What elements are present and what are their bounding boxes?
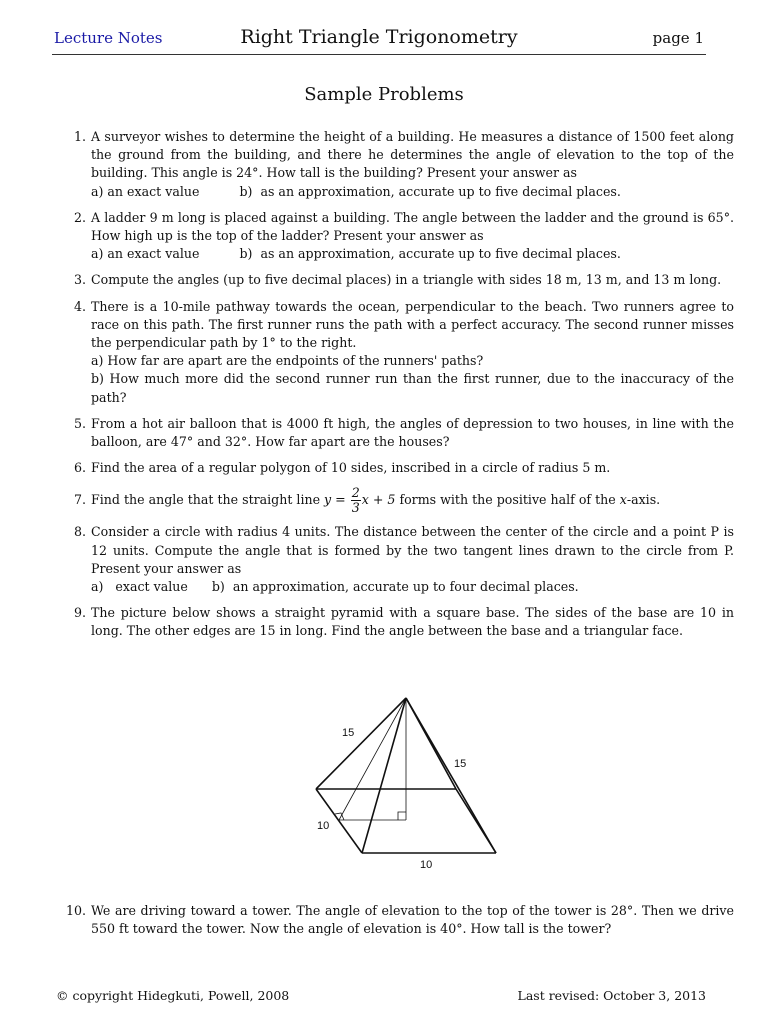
equation-lhs: y = bbox=[324, 492, 346, 508]
problem-text: A ladder 9 m long is placed against a building. The angle between the ladder and the ground is 65°. How high up is the top of the ladder? Present your answer as bbox=[91, 209, 734, 244]
problem-text: Find the area of a regular polygon of 10 sides, inscribed in a circle of radius 5 m. bbox=[91, 460, 611, 476]
axis-variable: x bbox=[619, 492, 627, 508]
header-course-label: Lecture Notes bbox=[54, 29, 163, 47]
problem-text: The picture below shows a straight pyramid with a square base. The sides of the base are 10 in long. The other edges are 15 in long. Find the angle between the base and a triangular face. bbox=[91, 605, 734, 639]
base-side-label: 10 bbox=[317, 820, 330, 832]
problem-list bbox=[64, 128, 734, 649]
problem-number: 3. bbox=[73, 272, 86, 288]
problem-number: 8. bbox=[73, 524, 86, 540]
problem-options: a) an exact value b) as an approximation, accurate up to five decimal places. bbox=[91, 183, 621, 199]
problem-number: 4. bbox=[73, 298, 86, 314]
problem-subquestion-b: b) How much more did the second runner run than the first runner, due to the inaccuracy of the path? bbox=[91, 371, 734, 405]
slant-height-line bbox=[339, 698, 406, 820]
problem-number: 5. bbox=[73, 415, 86, 431]
problem-number: 6. bbox=[73, 460, 86, 476]
base-front-label: 10 bbox=[420, 859, 433, 871]
problem-text: A surveyor wishes to determine the height of a building. He measures a distance of 1500 feet along the ground from the building, and there he determines the angle of elevation to the top of the building. This angle is 24°. How tall is the building? Present your answer as bbox=[91, 129, 734, 181]
right-angle-mark bbox=[398, 812, 406, 820]
problem-item bbox=[64, 271, 734, 289]
problem-item bbox=[64, 902, 734, 938]
pyramid-edge bbox=[406, 698, 496, 853]
edge-length-label: 15 bbox=[454, 758, 467, 770]
edge-length-label: 15 bbox=[342, 727, 355, 739]
fraction-denominator: 3 bbox=[351, 500, 360, 516]
problem-item bbox=[64, 298, 734, 407]
problem-number: 7. bbox=[73, 492, 86, 508]
problem-item bbox=[64, 415, 734, 451]
problem-item bbox=[64, 209, 734, 264]
footer-revised-date: Last revised: October 3, 2013 bbox=[517, 988, 706, 1003]
footer-copyright: © copyright Hidegkuti, Powell, 2008 bbox=[56, 988, 290, 1003]
problem-text-end: -axis. bbox=[626, 492, 661, 508]
problem-text: There is a 10-mile pathway towards the ocean, perpendicular to the beach. Two runners agree to race on this path. The first runner runs the path with a perfect accuracy. The second runner misses the perpendicular path by 1° to the right. bbox=[91, 298, 734, 351]
problem-item bbox=[64, 128, 734, 201]
problem-item bbox=[64, 459, 734, 477]
problem-number: 2. bbox=[73, 209, 86, 225]
page-header bbox=[52, 26, 706, 55]
section-title: Sample Problems bbox=[304, 84, 464, 105]
problem-text: Consider a circle with radius 4 units. The distance between the center of the circle and a point P is 12 units. Compute the angle that is formed by the two tangent lines drawn to the circle from P. Present your answer as bbox=[91, 524, 734, 576]
pyramid-figure bbox=[306, 692, 506, 872]
problem-number: 9. bbox=[73, 605, 86, 621]
page-title: Right Triangle Trigonometry bbox=[240, 26, 518, 48]
equation-rhs: x + 5 bbox=[361, 492, 396, 508]
fraction-numerator: 2 bbox=[351, 485, 360, 501]
problem-item bbox=[64, 485, 734, 515]
problem-subquestion-a: a) How far are apart are the endpoints of the runners' paths? bbox=[91, 353, 484, 369]
problem-options: a) exact value b) an approximation, accurate up to four decimal places. bbox=[91, 579, 579, 595]
problem-text: We are driving toward a tower. The angle of elevation to the top of the tower is 28°. Then we drive 550 ft toward the tower. Now the angle of elevation is 40°. How tall is the tower? bbox=[91, 903, 734, 937]
problem-number: 1. bbox=[73, 129, 86, 144]
base-right-edge bbox=[456, 789, 496, 853]
problem-text: Compute the angles (up to five decimal places) in a triangle with sides 18 m, 13 m, and 13 m long. bbox=[91, 272, 722, 288]
page-number: page 1 bbox=[652, 29, 704, 47]
problem-item bbox=[64, 604, 734, 640]
problem-item bbox=[64, 523, 734, 596]
problem-number: 10. bbox=[65, 903, 86, 918]
equation-fraction bbox=[351, 486, 361, 515]
problem-text: From a hot air balloon that is 4000 ft high, the angles of depression to two houses, in line with the balloon, are 47° and 32°. How far apart are the houses? bbox=[91, 415, 734, 450]
problem-options: a) an exact value b) as an approximation, accurate up to five decimal places. bbox=[91, 246, 621, 262]
problem-text-cont: forms with the positive half of the bbox=[395, 492, 620, 508]
problem-text: Find the angle that the straight line bbox=[91, 492, 325, 508]
